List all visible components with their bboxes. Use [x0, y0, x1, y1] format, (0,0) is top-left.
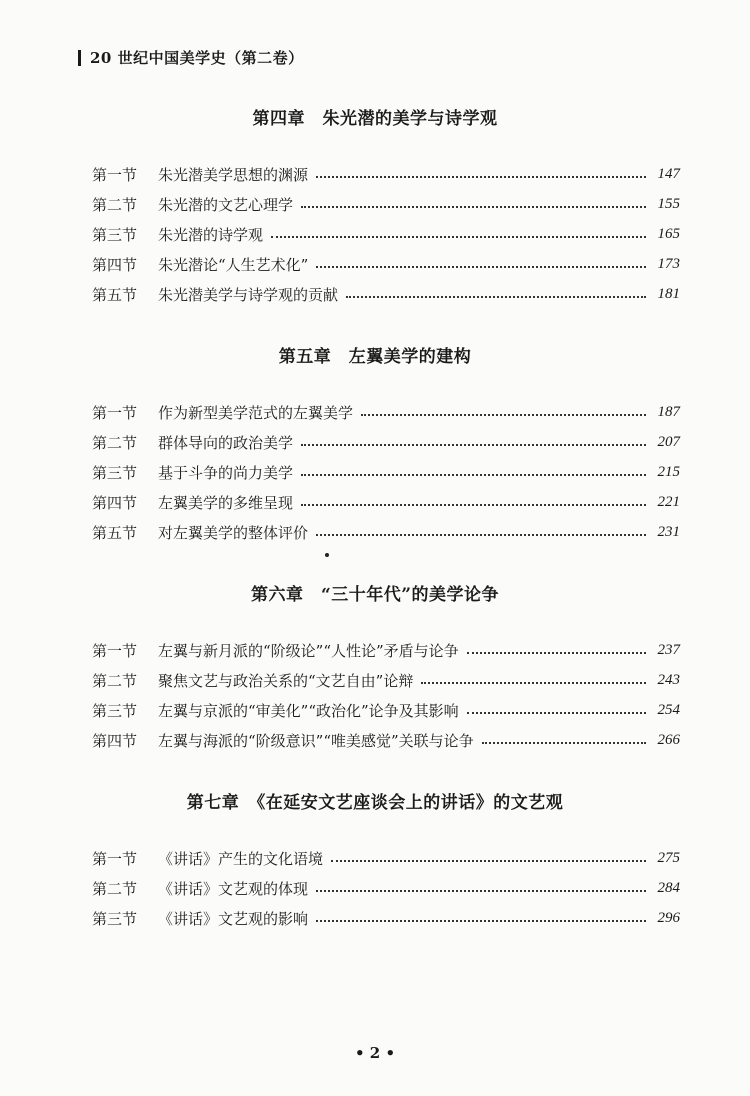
section-number: 第二节	[92, 195, 138, 214]
dot-leader	[421, 682, 646, 684]
section-number: 第三节	[92, 463, 138, 482]
page-number: 207	[657, 433, 680, 450]
section-number: 第三节	[92, 909, 138, 928]
section-title: 聚焦文艺与政治关系的“文艺自由”论辩	[158, 671, 414, 690]
dot-leader	[467, 652, 646, 654]
toc-entry[interactable]	[92, 668, 680, 692]
section-title: 左翼与海派的“阶级意识”“唯美感觉”关联与论争	[158, 731, 474, 750]
section-title: 《讲话》文艺观的体现	[158, 879, 309, 898]
toc-entry[interactable]	[92, 728, 680, 752]
section-number: 第三节	[92, 225, 138, 244]
toc-entry[interactable]	[92, 490, 680, 514]
section-title: 左翼美学的多维呈现	[158, 493, 294, 512]
section-title: 朱光潜的诗学观	[158, 225, 264, 244]
page-number: 181	[657, 285, 680, 302]
section-number: 第一节	[92, 165, 138, 184]
dot-leader	[316, 920, 646, 922]
section-number: 第二节	[92, 433, 138, 452]
stray-dot	[325, 553, 329, 557]
page-number: 237	[657, 641, 680, 658]
running-header-text: 20 世纪中国美学史（第二卷）	[90, 49, 304, 67]
section-number: 第五节	[92, 523, 138, 542]
page-number: 165	[657, 225, 680, 242]
toc-entry[interactable]	[92, 698, 680, 722]
section-title: 朱光潜美学与诗学观的贡献	[158, 285, 339, 304]
toc-entry[interactable]	[92, 638, 680, 662]
dot-leader	[301, 444, 646, 446]
page-number: 215	[657, 463, 680, 480]
section-title: 朱光潜的文艺心理学	[158, 195, 294, 214]
section-title: 左翼与新月派的“阶级论”“人性论”矛盾与论争	[158, 641, 459, 660]
section-number: 第三节	[92, 701, 138, 720]
section-title: 基于斗争的尚力美学	[158, 463, 294, 482]
page-number: 275	[657, 849, 680, 866]
toc-entry[interactable]	[92, 192, 680, 216]
toc-entry[interactable]	[92, 222, 680, 246]
section-number: 第一节	[92, 403, 138, 422]
running-header	[78, 47, 304, 68]
section-number: 第一节	[92, 849, 138, 868]
section-number: 第二节	[92, 879, 138, 898]
page-number: 173	[657, 255, 680, 272]
section-title: 《讲话》产生的文化语境	[158, 849, 324, 868]
toc-entry[interactable]	[92, 520, 680, 544]
dot-leader	[482, 742, 646, 744]
section-title: 左翼与京派的“审美化”“政治化”论争及其影响	[158, 701, 459, 720]
toc-entry[interactable]	[92, 906, 680, 930]
dot-leader	[316, 534, 646, 536]
section-number: 第四节	[92, 731, 138, 750]
page-number: 254	[657, 701, 680, 718]
dot-leader	[331, 860, 646, 862]
dot-leader	[316, 890, 646, 892]
toc-entry[interactable]	[92, 282, 680, 306]
chapter-title: 第四章 朱光潜的美学与诗学观	[252, 109, 498, 129]
header-bar	[78, 50, 81, 66]
chapter-title: 第六章 “三十年代”的美学论争	[250, 585, 500, 605]
dot-leader	[271, 236, 646, 238]
chapter-title: 第五章 左翼美学的建构	[278, 347, 472, 367]
section-number: 第二节	[92, 671, 138, 690]
section-title: 对左翼美学的整体评价	[158, 523, 309, 542]
chapter-title: 第七章 《在延安文艺座谈会上的讲话》的文艺观	[186, 793, 564, 813]
section-title: 群体导向的政治美学	[158, 433, 294, 452]
section-title: 朱光潜美学思想的渊源	[158, 165, 309, 184]
section-title: 朱光潜论“人生艺术化”	[158, 255, 309, 274]
section-number: 第四节	[92, 493, 138, 512]
section-number: 第四节	[92, 255, 138, 274]
toc-entry[interactable]	[92, 252, 680, 276]
dot-leader	[316, 176, 646, 178]
dot-leader	[301, 504, 646, 506]
page-number: 221	[657, 493, 680, 510]
dot-leader	[301, 206, 646, 208]
toc-entry[interactable]	[92, 460, 680, 484]
toc-entry[interactable]	[92, 846, 680, 870]
page-number: 284	[657, 879, 680, 896]
page-number: 155	[657, 195, 680, 212]
toc-entry[interactable]	[92, 430, 680, 454]
page-number: 187	[657, 403, 680, 420]
page-number-footer: • 2 •	[354, 1044, 396, 1062]
toc-entry[interactable]	[92, 400, 680, 424]
dot-leader	[346, 296, 646, 298]
page-number: 231	[657, 523, 680, 540]
section-title: 作为新型美学范式的左翼美学	[158, 403, 354, 422]
section-title: 《讲话》文艺观的影响	[158, 909, 309, 928]
dot-leader	[301, 474, 646, 476]
section-number: 第五节	[92, 285, 138, 304]
section-number: 第一节	[92, 641, 138, 660]
page-number: 296	[657, 909, 680, 926]
dot-leader	[361, 414, 646, 416]
page-number: 266	[657, 731, 680, 748]
page-number: 147	[657, 165, 680, 182]
dot-leader	[467, 712, 646, 714]
dot-leader	[316, 266, 646, 268]
toc-entry[interactable]	[92, 876, 680, 900]
toc-entry[interactable]	[92, 162, 680, 186]
page-number: 243	[657, 671, 680, 688]
